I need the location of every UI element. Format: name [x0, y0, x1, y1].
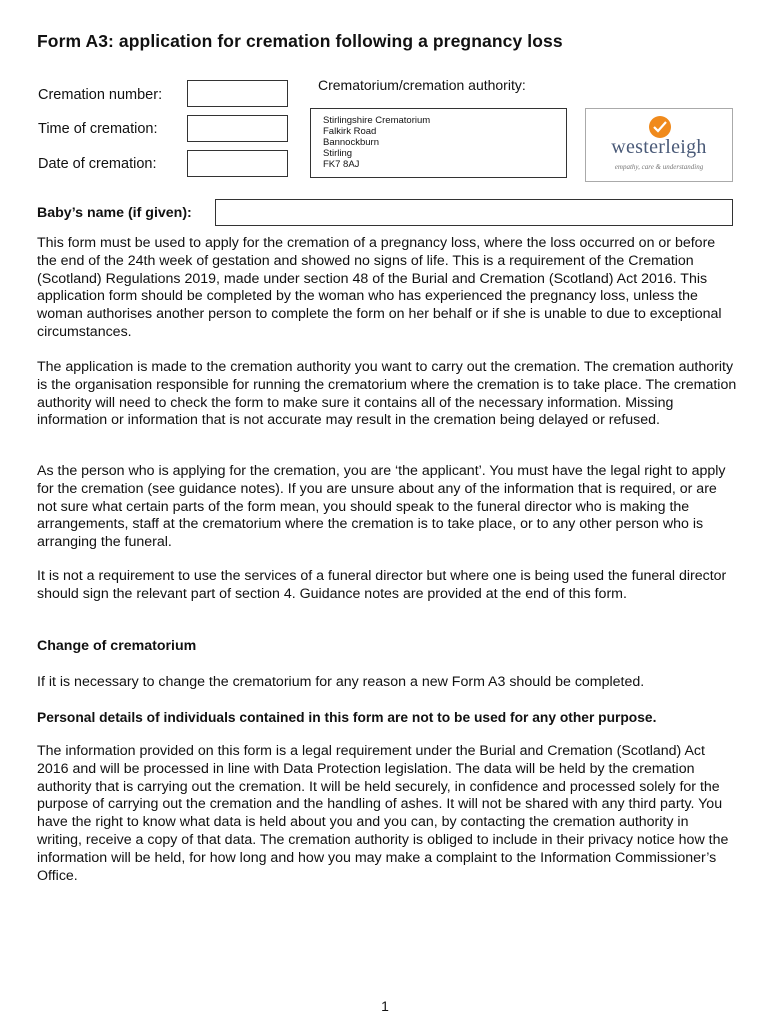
- page-title: Form A3: application for cremation following a pregnancy loss: [37, 31, 563, 51]
- page-number: 1: [381, 998, 389, 1014]
- address-line: Stirling: [323, 148, 353, 159]
- address-line: FK7 8AJ: [323, 159, 360, 170]
- change-crematorium-paragraph: If it is necessary to change the crematorium for any reason a new Form A3 should be completed.: [37, 674, 645, 690]
- logo-tagline: empathy, care & understanding: [614, 163, 704, 171]
- time-of-cremation-label: Time of cremation:: [38, 121, 158, 137]
- data-protection-paragraph: The information provided on this form is a legal requirement under the Burial and Cremation (Scotland) Act 2016 and will be processed in line with Data Protection legislation. The data will be held by the cremation authority that is carrying out the cremation. It will be held securely, in confidence and processed solely for the purpose of carrying out the cremation and the handling of ashes. It will not be shared with any third party. You have the right to know what data is held about you and you can, by contacting the cremation authority in writing, receive a copy of that data. The cremation authority is obliged to include in their privacy notice how the information will be held, for how long and how you may make a complaint to the Information Commissioner’s Office.: [37, 743, 729, 884]
- time-of-cremation-field[interactable]: [187, 115, 288, 142]
- check-circle-icon: [649, 116, 671, 138]
- baby-name-label: Baby’s name (if given):: [37, 205, 192, 221]
- date-of-cremation-label: Date of cremation:: [38, 156, 157, 172]
- cremation-number-field[interactable]: [187, 80, 288, 107]
- baby-name-field[interactable]: [215, 199, 733, 226]
- authority-label: Crematorium/cremation authority:: [318, 77, 526, 93]
- date-of-cremation-field[interactable]: [187, 150, 288, 177]
- logo-name: westerleigh: [611, 136, 707, 158]
- personal-details-heading: Personal details of individuals contained in this form are not to be used for any other purpose.: [37, 710, 657, 725]
- address-line: Bannockburn: [323, 137, 379, 148]
- intro-paragraph: This form must be used to apply for the cremation of a pregnancy loss, where the loss occurred on or before the end of the 24th week of gestation and showed no signs of life. This is a requirement of the Cremation (Scotland) Regulations 2019, made under section 48 of the Burial and Cremation (Scotland) Act 2016. This application form should be completed by the woman who has experienced the pregnancy loss, unless the woman authorises another person to complete the form on her behalf or if she is unable to due to exceptional circumstances.: [37, 235, 722, 340]
- application-paragraph: The application is made to the cremation authority you want to carry out the cremation. The cremation authority is the organisation responsible for running the crematorium where the cremation is to take place. The cremation authority will need to check the form to make sure it contains all of the necessary information. Missing information or information that is not accurate may result in the cremation being delayed or refused.: [37, 359, 737, 429]
- cremation-number-label: Cremation number:: [38, 87, 163, 103]
- westerleigh-logo: [585, 108, 733, 182]
- address-line: Falkirk Road: [323, 126, 377, 137]
- change-crematorium-heading: Change of crematorium: [37, 638, 197, 654]
- funeral-director-paragraph: It is not a requirement to use the services of a funeral director but where one is being used the funeral director should sign the relevant part of section 4. Guidance notes are provided at the end of this form.: [37, 568, 727, 602]
- address-line: Stirlingshire Crematorium: [323, 115, 431, 126]
- applicant-paragraph: As the person who is applying for the cremation, you are ‘the applicant’. You must have the legal right to apply for the cremation (see guidance notes). If you are unsure about any of the information that is required, or are not sure what certain parts of the form mean, you should speak to the funeral director who is making the arrangements, staff at the crematorium where the cremation is to take place, or to any other person who is arranging the funeral.: [37, 463, 726, 551]
- authority-address-box: [310, 108, 567, 178]
